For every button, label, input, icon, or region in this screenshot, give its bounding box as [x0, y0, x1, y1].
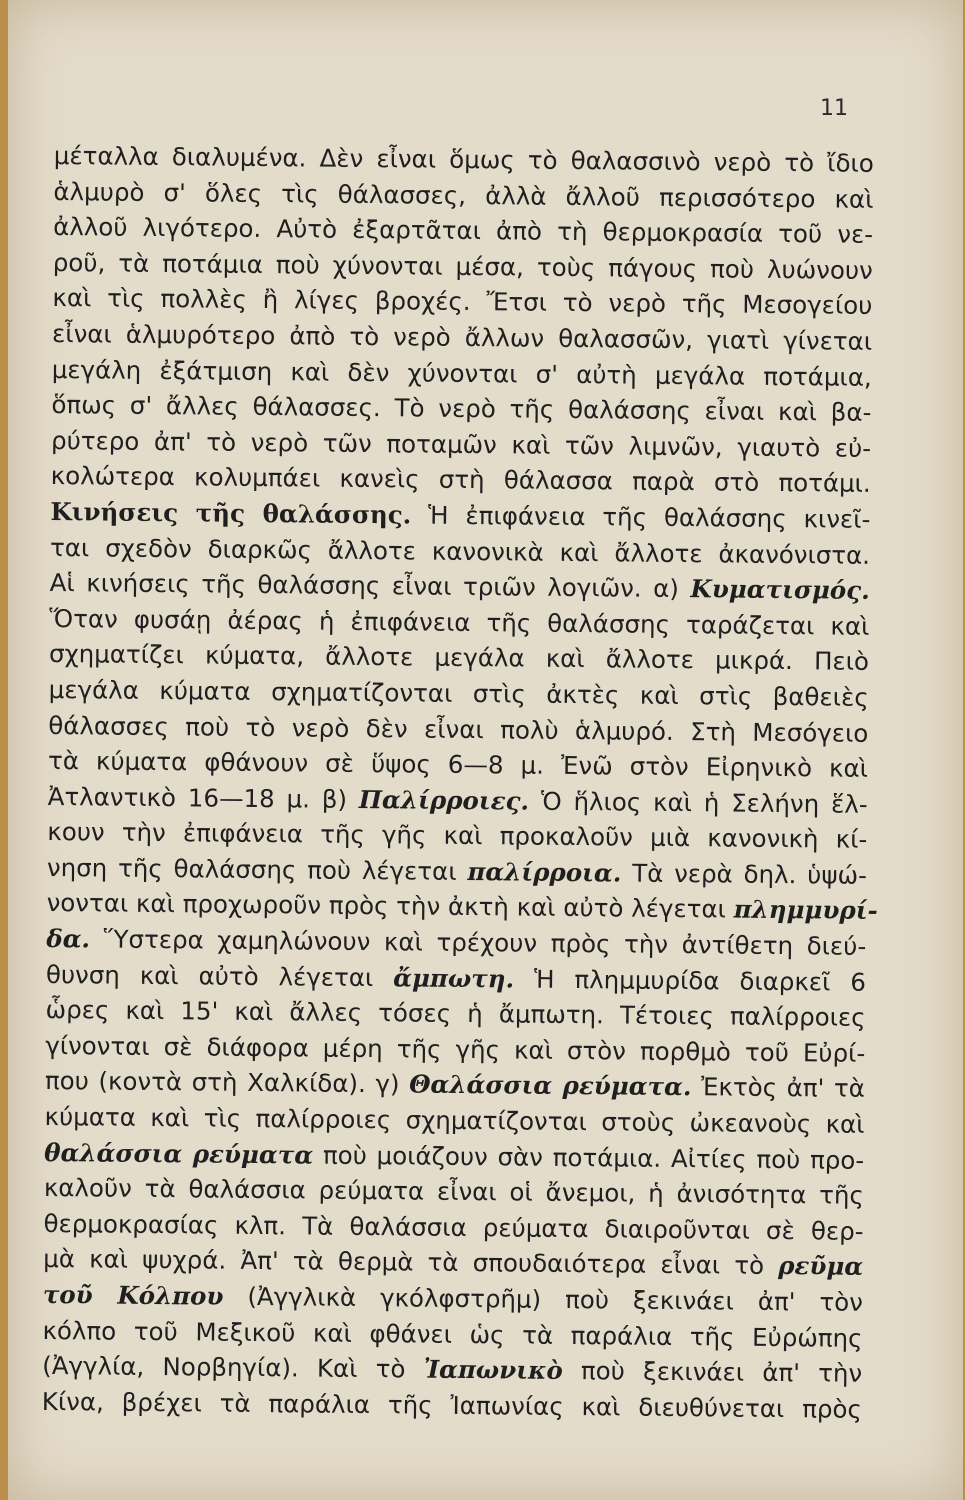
text-run: Ὕστερα χαμηλώνουν καὶ τρέχουν πρὸς τὴν ἀντίθετη διεύ-	[89, 924, 867, 961]
emphasized-text: ἄμπωτη.	[393, 962, 515, 994]
text-line	[42, 1384, 862, 1427]
text-run: Τὰ νερὰ δηλ. ὑψώ-	[621, 858, 868, 890]
text-run: Ἀτλαντικὸ 16—18 μ. β)	[47, 781, 360, 814]
text-run: Κίνα, βρέχει τὰ παράλια τῆς Ἰαπωνίας καὶ διευθύνεται πρὸς	[41, 1386, 862, 1424]
text-run: ρύτερο ἀπ' τὸ νερὸ τῶν ποταμῶν καὶ τῶν λιμνῶν, γιαυτὸ εὐ-	[50, 425, 872, 463]
text-run: (Ἀγγλία, Νορβηγία). Καὶ τὸ	[42, 1351, 424, 1384]
emphasized-text: Παλίρροιες.	[358, 784, 530, 816]
emphasized-text: Κυματισμός.	[690, 574, 870, 605]
page-number: 11	[820, 96, 848, 121]
text-run: νονται καὶ προχωροῦν πρὸς τὴν ἀκτὴ καὶ αὐτὸ λέγεται	[46, 888, 734, 925]
text-run: κόλπο τοῦ Μεξικοῦ καὶ φθάνει ὡς τὰ παράλια τῆς Εὐρώπης	[42, 1315, 863, 1353]
text-run: θερμοκρασίας κλπ. Τὰ θαλάσσια ρεύματα διαιροῦνται σὲ θερ-	[43, 1208, 864, 1246]
text-run: ὧρες καὶ 15' καὶ ἄλλες τόσες ἡ ἄμπωτη. Τέτοιες παλίρροιες	[45, 995, 866, 1033]
text-run: ἁλμυρὸ σ' ὅλες τὶς θάλασσες, ἀλλὰ ἄλλοῦ περισσότερο καὶ	[53, 176, 874, 214]
text-run: (Ἀγγλικὰ γκόλφστρῆμ) ποὺ ξεκινάει ἀπ' τὸν	[223, 1281, 863, 1317]
text-run: εἶναι ἁλμυρότερο ἀπὸ τὸ νερὸ ἄλλων θαλασσῶν, γιατὶ γίνεται	[51, 318, 873, 356]
text-run: Ἐκτὸς ἀπ' τὰ	[691, 1072, 866, 1104]
text-run: τὰ κύματα φθάνουν σὲ ὕψος 6—8 μ. Ἐνῶ στὸν Εἰρηνικὸ καὶ	[47, 746, 869, 783]
text-run: μεγάλα κύματα σχηματίζονται στὶς ἀκτὲς καὶ στὶς βαθειὲς	[48, 674, 869, 712]
emphasized-text: Θαλάσσια ρεύματα.	[409, 1069, 692, 1102]
text-run: καὶ τὶς πολλὲς ἢ λίγες βροχές. Ἔτσι τὸ νερὸ τῆς Μεσογείου	[52, 283, 873, 321]
text-run: γίνονται σὲ διάφορα μέρη τῆς γῆς καὶ στὸν πορθμὸ τοῦ Εὐρί-	[45, 1030, 866, 1068]
text-run: ἀλλοῦ λιγότερο. Αὐτὸ ἐξαρτᾶται ἀπὸ τὴ θερμοκρασία τοῦ νε-	[53, 212, 874, 250]
text-run: νηση τῆς θαλάσσης ποὺ λέγεται	[46, 852, 468, 886]
text-run: Ὁ ἥλιος καὶ ἡ Σελήνη ἕλ-	[528, 786, 868, 819]
text-run: κολώτερα κολυμπάει κανεὶς στὴ θάλασσα παρὰ στὸ ποτάμι.	[50, 461, 871, 499]
text-run: Ἡ ἐπιφάνεια τῆς θαλάσσης κινεῖ-	[411, 500, 871, 534]
text-run: μέταλλα διαλυμένα. Δὲν εἶναι ὅμως τὸ θαλασσινὸ νερὸ τὸ ἴδιο	[53, 140, 874, 178]
text-run: κύματα καὶ τὶς παλίρροιες σχηματίζονται στοὺς ὠκεανοὺς καὶ	[44, 1101, 865, 1139]
text-run: Αἱ κινήσεις τῆς θαλάσσης εἶναι τριῶν λογιῶν. α)	[49, 568, 691, 604]
text-run: που (κοντὰ στὴ Χαλκίδα). γ)	[44, 1066, 410, 1099]
text-run: ὅπως σ' ἄλλες θάλασσες. Τὸ νερὸ τῆς θαλάσσης εἶναι καὶ βα-	[51, 390, 872, 428]
text-run: ται σχεδὸν διαρκῶς ἄλλοτε κανονικὰ καὶ ἄλλοτε ἀκανόνιστα.	[49, 532, 871, 570]
book-page	[8, 0, 963, 1500]
text-run: κουν τὴν ἐπιφάνεια τῆς γῆς καὶ προκαλοῦν μιὰ κανονικὴ κί-	[47, 817, 868, 855]
emphasized-text: Ἰαπωνικὸ	[423, 1354, 563, 1386]
text-run: θυνση καὶ αὐτὸ λέγεται	[45, 959, 394, 992]
text-run: ποὺ ξεκινάει ἀπ' τὴν	[562, 1356, 863, 1389]
body-text	[41, 138, 878, 1427]
emphasized-text: πλημμυρί-	[733, 895, 878, 926]
emphasized-text: τοῦ Κόλπου	[42, 1279, 224, 1311]
text-run: θάλασσες ποὺ τὸ νερὸ δὲν εἶναι πολὺ ἁλμυρό. Στὴ Μεσόγειο	[48, 710, 869, 748]
text-run: μεγάλη ἐξάτμιση καὶ δὲν χύνονται σ' αὐτὴ μεγάλα ποτάμια,	[51, 354, 872, 392]
text-run: ροῦ, τὰ ποτάμια ποὺ χύνονται μέσα, τοὺς πάγους ποὺ λυώνουν	[52, 247, 873, 285]
emphasized-text: θαλάσσια ρεύματα	[44, 1137, 314, 1170]
text-run: καλοῦν τὰ θαλάσσια ρεύματα εἶναι οἱ ἄνεμοι, ἡ ἀνισότητα τῆς	[43, 1173, 865, 1211]
text-run: σχηματίζει κύματα, ἄλλοτε μεγάλα καὶ ἄλλοτε μικρά. Πειὸ	[48, 639, 870, 677]
emphasized-text: ρεῦμα	[778, 1251, 864, 1282]
emphasized-text: παλίρροια.	[467, 856, 622, 888]
text-run: Ὅταν φυσάῃ ἀέρας ἡ ἐπιφάνεια τῆς θαλάσσης ταράζεται καὶ	[49, 603, 870, 641]
text-run: ποὺ μοιάζουν σὰν ποτάμια. Αἰτίες ποὺ προ-	[313, 1140, 865, 1175]
text-run: μὰ καὶ ψυχρά. Ἀπ' τὰ θερμὰ τὰ σπουδαιότερα εἶναι τὸ	[43, 1244, 779, 1281]
emphasized-text: δα.	[46, 924, 91, 954]
emphasized-text: Κινήσεις τῆς θαλάσσης.	[50, 496, 412, 530]
text-run: Ἡ πλημμυρίδα διαρκεῖ 6	[513, 964, 867, 997]
